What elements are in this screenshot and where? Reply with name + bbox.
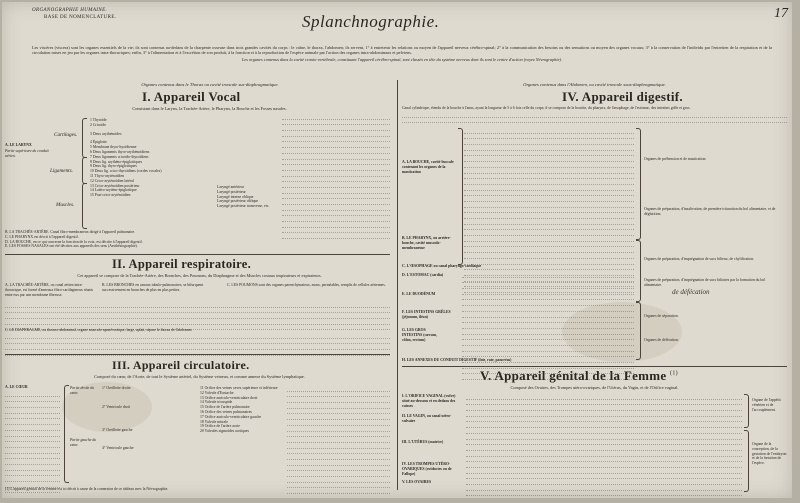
label-muscles: Muscles. xyxy=(56,202,75,208)
text-lines xyxy=(282,114,390,239)
coeur-item: 12 Valvule d'Eustache xyxy=(200,390,234,395)
intro-subline: Les organes contenus dans la cavité cranio-vertébrale, constituant l'appareil cérébro-spinal, sont classés en tête du système nerveux dont ils sont le centre d'action (voyez Névrographie). xyxy=(241,56,563,62)
larynx-item: 8 Deux lig. arythéno-épiglottiques xyxy=(90,159,143,164)
function-item: Laryngé postérieur transverse, etc. xyxy=(217,204,270,209)
text-lines xyxy=(402,112,787,123)
coeur-item: 11 Orifice des veines caves supérieure et inférieure xyxy=(200,386,278,390)
coeur-item: 16 Orifice des veines pulmonaires xyxy=(200,409,252,414)
section-subtitle-respiratoire: Cet appareil se compose de la Trachée-Artère, des Bronches, des Poumons, du Diaphragme et des Muscles costaux inspirateurs et expirateurs. xyxy=(77,273,322,278)
larynx-item: 4 Épiglotte xyxy=(90,140,107,145)
vocal-note: D. LA BOUCHE, en ce qui concerne la fonction de la voix, est décrite à l'appareil digestif. xyxy=(5,239,143,244)
header-left-title: ORGANOGRAPHIE HUMAINE. xyxy=(32,8,108,13)
digestif-part-oesophage: C. L'ŒSOPHAGE ou canal pharyngo-cardiaque xyxy=(402,264,482,268)
section-title-respiratoire: II. Appareil respiratoire. xyxy=(112,257,252,271)
larynx-item: 1 Thyroïde xyxy=(90,118,107,122)
resp-block-diaphragme: C. LE DIAPHRAGME, ou thoraco-abdominal, organe musculo-aponévrotique, large, aplati, sépare le thorax de l'abdomen. xyxy=(5,328,193,332)
digestif-note: Organes de préparation, d'imprégnation de sucs bilieux, de chylification. xyxy=(644,257,755,261)
digestif-note: Organes de préparation, d'insalivation, de première trituration du bol alimentaire, et de déglutition. xyxy=(644,207,776,216)
digestif-note: Organes de défécation. xyxy=(644,338,679,342)
larynx-items xyxy=(90,118,220,198)
brace-cartilages xyxy=(82,118,87,158)
rule xyxy=(5,254,390,255)
label-ligaments: Ligaments. xyxy=(50,168,73,174)
digestif-note: Organes de préparation, d'imprégnation de sucs biliaires par la formation du bol alimentaire. xyxy=(644,278,766,287)
genital-part: I. L'ORIFICE VAGINAL (vulve) situé au-dessous et en dedans des cuisses xyxy=(402,394,456,408)
section-title-circulatoire: III. Appareil circulatoire. xyxy=(112,358,250,372)
larynx-item: 10 Deux lig. crico-thyroïdiens (cordes vocales) xyxy=(90,169,162,174)
brace-bouche xyxy=(458,128,463,265)
digestif-note: Organes de préhension et de mastication. xyxy=(644,157,707,161)
brace-muscles xyxy=(82,183,87,229)
brace-notes-2 xyxy=(636,240,641,302)
vocal-note: E. LES FOSSES NASALES ont été décrites aux appareils des sens (Aesthésiographie). xyxy=(5,244,138,249)
larynx-item: 2 Cricoïde xyxy=(90,122,106,127)
resp-block-c: C. LES POUMONS sont des organes parenchymateux, mous, perméables, remplis de cellules aériennes. xyxy=(227,283,386,287)
vocal-note: B. LA TRACHÉE-ARTÈRE. Canal fibro-membraneux dirigé à l'appareil pulmonaire. xyxy=(5,230,136,234)
coeur-item: 18 Valvule mitrale xyxy=(200,419,228,424)
larynx-functions xyxy=(217,185,277,209)
text-lines xyxy=(5,302,390,330)
vocal-notes xyxy=(5,230,390,249)
intro-paragraph: Les viscères (viscera) sont les organes essentiels de la vie; ils sont contenus au-dedans de la charpente osseuse dans trois grandes cavités du corps : le crâne, le thorax, l'abdomen; ils servent, 1° à entretenir les relations ou moyen de l'appareil nerveux cérébro-spinal; 2° à la communication des besoins ou des sensations ou moyen des organes vocaux; 3° à la conservation de l'individu par l'entretien de la respiration et de la circulation mises en jeu par les organes intra-thoraciques; enfin, 3° à l'alimentation et à l'excrétion de son produit, à la fonction et à la reproduction de l'espèce animale par l'action des organes intra-abdominaux et pelviens. Les organes contenus dans la cavité cranio-vertébrale, constituant l'appareil cérébro-spinal, sont classés en tête du système nerveux dont ils sont le centre d'action (voyez Névrographie). xyxy=(32,45,772,62)
header-left-sub: BASE DE NOMENCLATURE. xyxy=(44,15,117,20)
genital-note: Organe de l'appétit vénérien et de l'accouplement. xyxy=(752,398,781,412)
coeur-item: 19 Orifice de l'artère aorte xyxy=(200,424,240,429)
digestif-part-annexes: H. LES ANNEXES DU CONDUIT DIGESTIF (foie, rate, pancréas) xyxy=(402,358,512,362)
section-subtitle-circulatoire: Composé du cœur, de l'Aorte, de tout le Système artériel, du Système veineux, et comme annexe du Système lymphatique. xyxy=(94,374,305,379)
larynx-item: 13 Crico-aryténoïdien postérieur xyxy=(90,183,140,188)
coeur-item: 3° Oreillette gauche xyxy=(102,427,133,432)
left-subhead: Organes contenus dans le Thorax ou cavité troncale sus-diaphragmatique. xyxy=(141,82,279,87)
brace-genital-2 xyxy=(744,430,749,492)
genital-part: IV. LES TROMPES UTÉRO-OVARIQUES (oviductes ou de Fallope) xyxy=(402,462,452,476)
text-lines xyxy=(466,394,742,498)
coeur-item: 13 Orifice auriculo-ventriculaire droit xyxy=(200,395,258,400)
brace-notes-3 xyxy=(636,302,641,360)
genital-part: III. L'UTÉRUS (matrice) xyxy=(402,440,444,444)
text-lines xyxy=(5,333,390,356)
larynx-desc: Partie supérieure du conduit aérien. xyxy=(5,149,49,158)
rule xyxy=(402,366,787,367)
larynx-item: 11 Thyro-aryténoïdien xyxy=(90,173,125,178)
section-subtitle-digestif: Canal cylindrique, étendu de la bouche à l'anus, ayant la longueur de 5 à 6 fois celle du corps; il se compose de la bouche, du pharynx, de l'œsophage, de l'estomac, des intestins grêle et gros. xyxy=(402,106,691,110)
coeur-item: 4° Ventricule gauche xyxy=(102,446,134,451)
page-title: Splanchnographie. xyxy=(302,12,440,31)
brace-notes-1 xyxy=(636,128,641,240)
partie-droite: Partie droite du cœur. xyxy=(70,386,95,395)
digestif-note: Organes de séparation. xyxy=(644,314,679,318)
coeur-item: 14 Valvule tricuspide xyxy=(200,400,233,405)
digestif-part-duodenum: E. LE DUODÉNUM xyxy=(402,292,436,296)
text-lines xyxy=(464,128,634,293)
resp-block-b: B. LES BRONCHES en canaux tubulo-pulmonaires, se bifurquent successivement en bronches de plus en plus petites. xyxy=(102,283,204,292)
larynx-item: 9 Deux lig. thyro-épiglottiques xyxy=(90,164,137,169)
section-subtitle-vocal: Consistant dans le Larynx, la Trachée-Artère, le Pharynx, la Bouche et les Fosses nasales. xyxy=(132,106,287,111)
digestif-part-bouche: A. LA BOUCHE, cavité buccale contenant les organes de la mastication xyxy=(402,160,454,174)
larynx-item: 7 Deux ligaments cricoïdo-thyroïdiens xyxy=(90,154,149,159)
coeur-item: 20 Valvules sigmoïdes aortiques xyxy=(200,429,249,434)
digestif-part-gros-intestins: G. LES GROS INTESTINS (cœcum, côlon, rectum) xyxy=(402,328,437,342)
manuscript-page xyxy=(2,2,792,498)
larynx-item: 12 Crico-aryténoïdien latéral xyxy=(90,178,134,183)
digestif-part-estomac: D. L'ESTOMAC (cardia) xyxy=(402,273,444,277)
larynx-item: 14 Latéro-aryténo-épiglottique xyxy=(90,188,137,193)
resp-block-a: A. LA TRACHÉE-ARTÈRE, ou canal aérien intra-thoracique, est formé d'anneaux fibro-cartilagineux réunis entre eux par une membrane fibreuse. xyxy=(5,283,93,297)
brace-ligaments xyxy=(82,157,87,184)
label-cartilages: Cartilages. xyxy=(54,132,78,138)
brace-coeur xyxy=(64,385,69,483)
digestif-part-pharynx: B. LE PHARYNX, ou arrière-bouche, cavité musculo-membraneuse xyxy=(402,236,451,250)
side-label-larynx: A. LE LARYNX xyxy=(5,143,32,147)
vocal-note: C. LE PHARYNX est décrit à l'appareil digestif. xyxy=(5,234,79,239)
coeur-item: 1° Oreillette droite xyxy=(102,386,131,390)
text-lines xyxy=(5,391,60,498)
section-title-vocal: I. Appareil Vocal xyxy=(142,89,241,104)
coeur-item: 2° Ventricule droit xyxy=(102,404,131,409)
right-subhead: Organes contenus dans l'Abdomen, ou cavité troncale sous-diaphragmatique. xyxy=(523,82,666,87)
column-divider xyxy=(397,80,398,490)
text-lines xyxy=(462,272,634,380)
coeur-chambers xyxy=(102,386,197,451)
larynx-item: 6 Deux ligaments thyro-arythénoïdiens xyxy=(90,149,150,154)
partie-gauche: Partie gauche du cœur. xyxy=(70,438,97,447)
larynx-item: 5 Membrane thyro-hyoïdienne xyxy=(90,145,137,150)
page-number: 17 xyxy=(774,6,788,21)
coeur-item: 15 Orifice de l'artère pulmonaire xyxy=(200,405,250,410)
handwritten-annotation: de défécation xyxy=(672,288,710,296)
function-item: Laryngé antérieur xyxy=(217,185,245,189)
function-item: Laryngé postérieur oblique xyxy=(217,199,259,204)
section-title-genital: V. Appareil génital de la Femme $^{(1)}$ xyxy=(480,368,678,383)
side-label-coeur: A. LE CŒUR xyxy=(5,385,28,389)
brace-genital-1 xyxy=(744,394,749,428)
function-item: Laryngé postérieur xyxy=(217,189,246,194)
genital-note: Organe de la conception, de la gestation de l'embryon et de la fœtation de l'espèce. xyxy=(752,442,787,466)
text-lines xyxy=(287,386,390,498)
coeur-item: 17 Orifice auriculo-ventriculaire gauche xyxy=(200,414,262,419)
digestif-part-intestins-greles: F. LES INTESTINS GRÊLES (jéjunum, iléon) xyxy=(402,310,451,319)
footnote: (1) L'appareil génital de la femme est ici décrit à cause de la connexion de ce tableau avec la Névrographie. xyxy=(5,487,169,491)
function-item: Laryngé interne oblique xyxy=(217,194,254,199)
section-title-digestif: IV. Appareil digestif. xyxy=(562,89,683,104)
larynx-item: 15 Post-crico-aryténoïdien xyxy=(90,193,131,198)
larynx-item: 3 Deux arythénoïdes xyxy=(90,131,122,136)
genital-part: V. LES OVAIRES xyxy=(402,480,432,484)
section-subtitle-genital: Composé des Ovaires, des Trompes utéro-ovariques, de l'Utérus, du Vagin, et de l'Orifice vaginal. xyxy=(510,385,679,390)
genital-part: II. LE VAGIN, ou canal utéro-vulvaire xyxy=(402,414,452,423)
rule xyxy=(5,354,390,355)
